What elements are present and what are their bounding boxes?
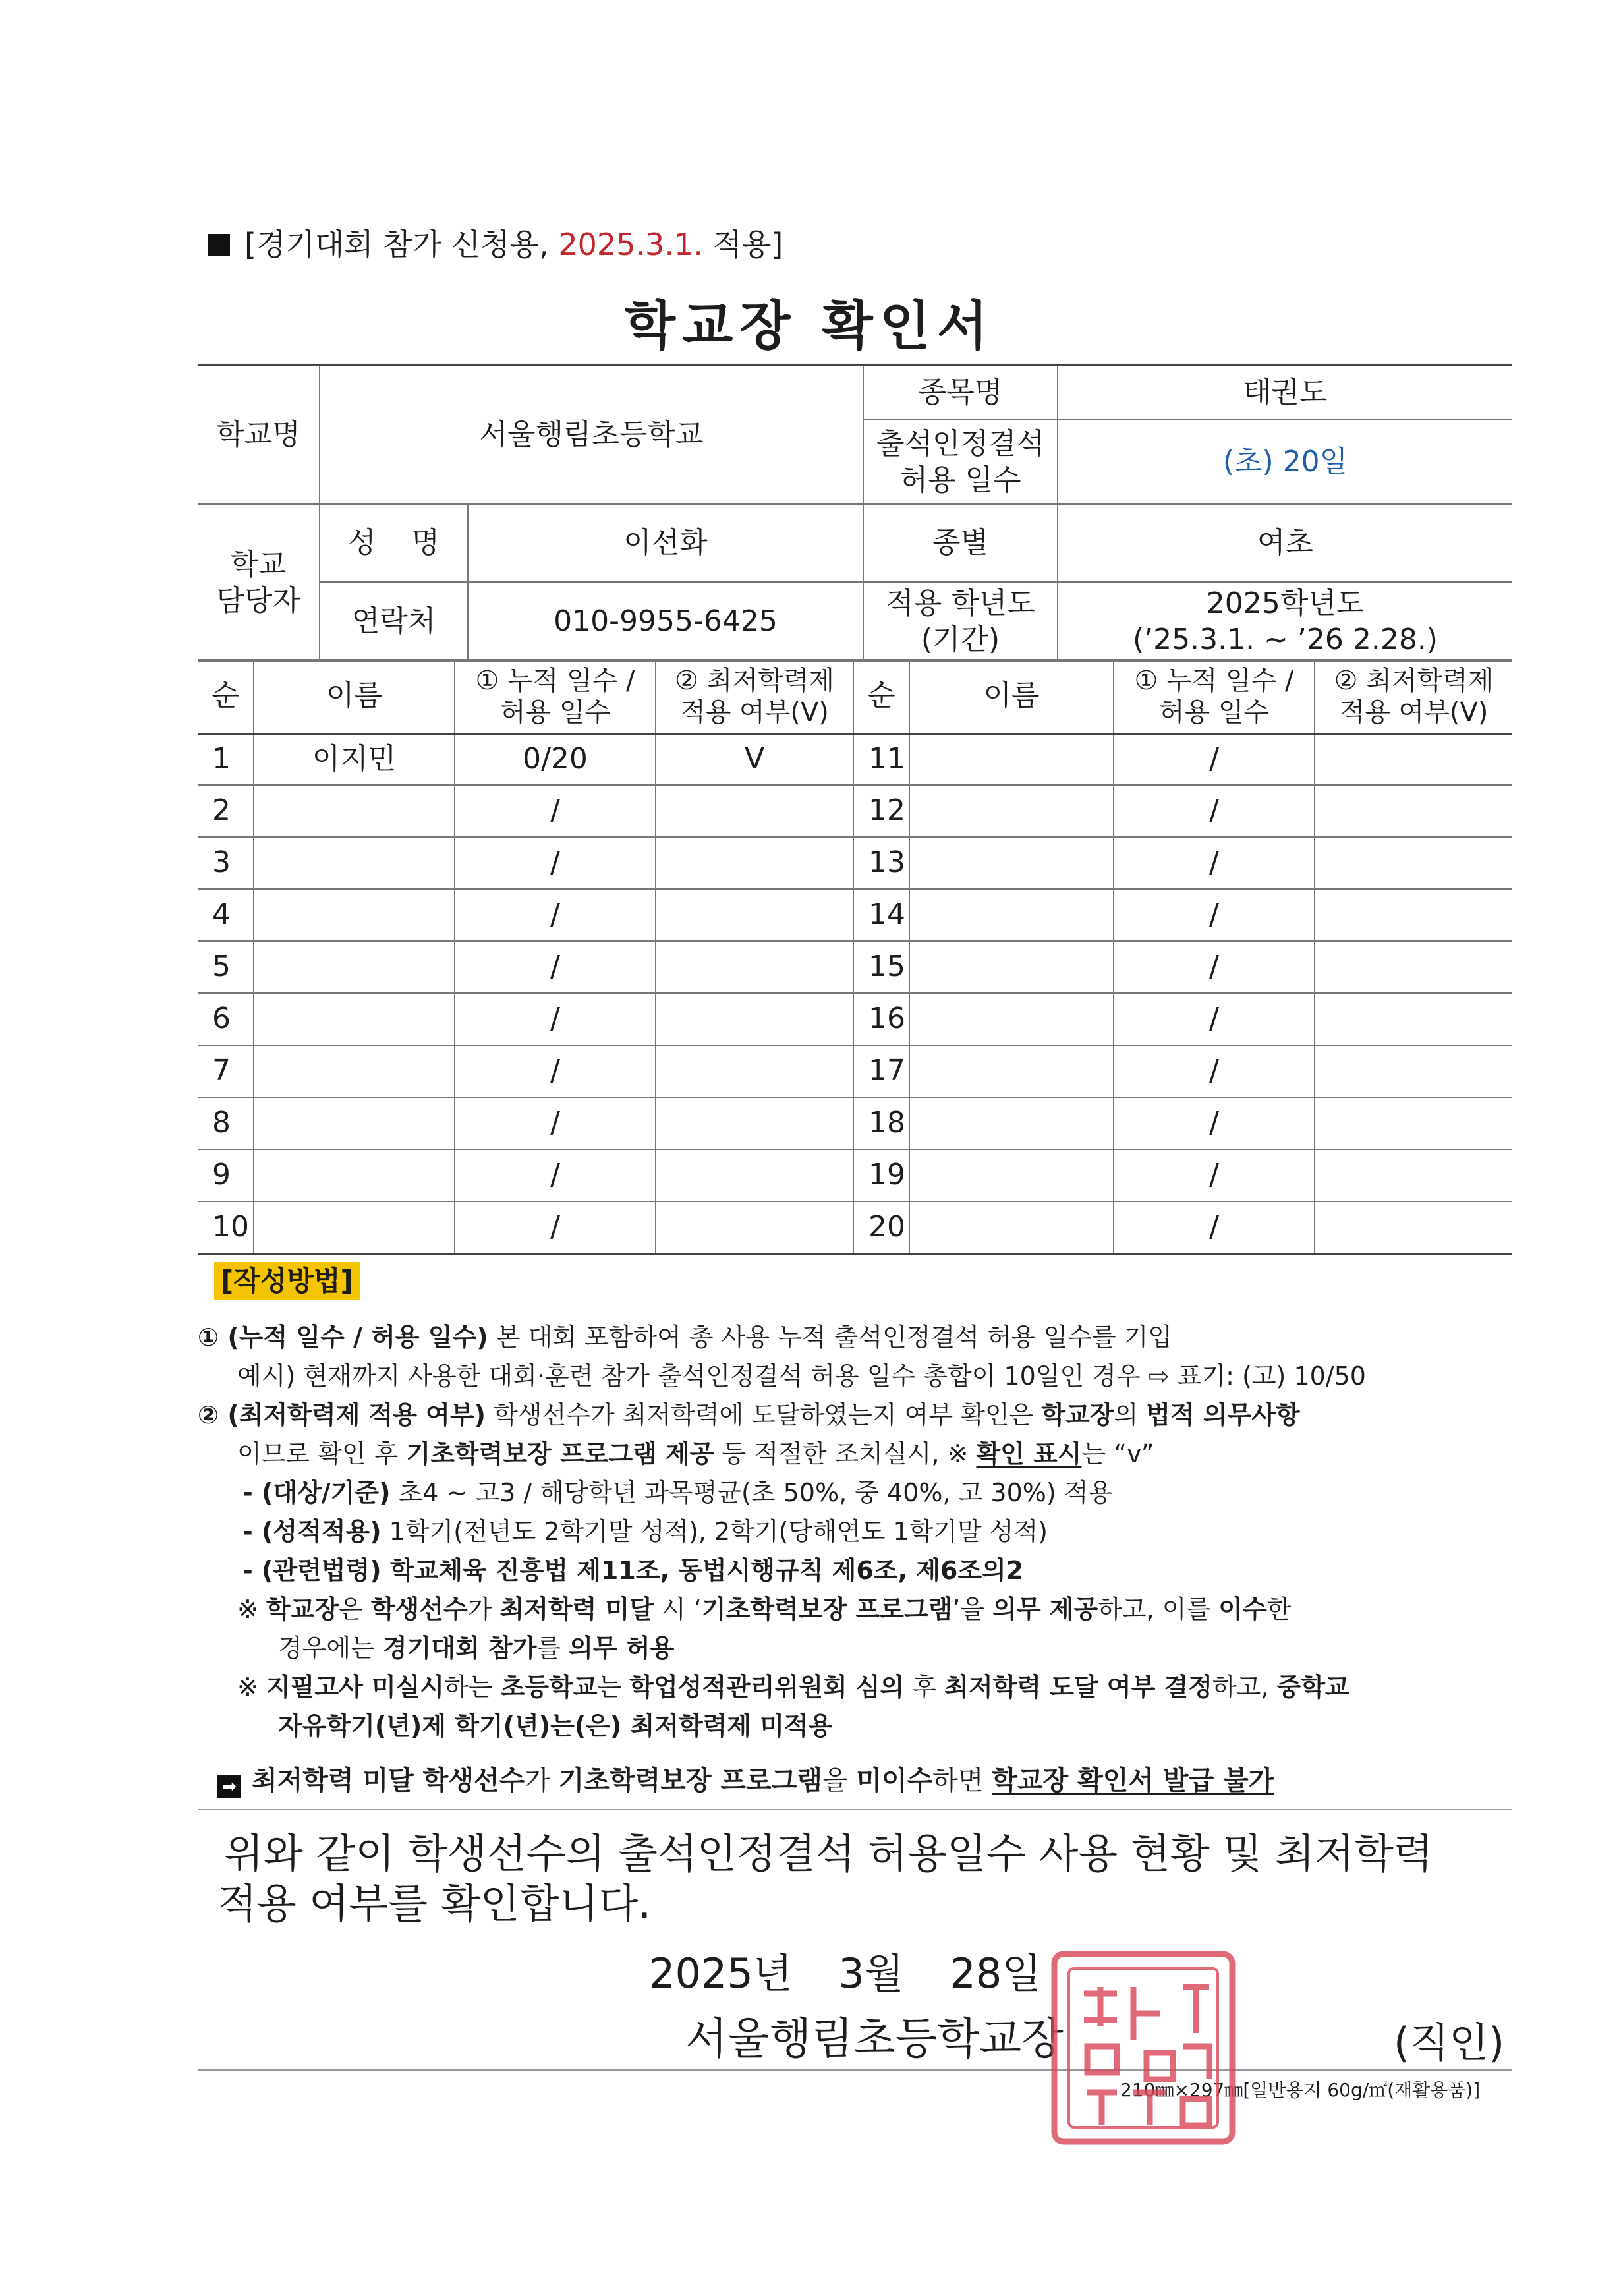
athlete-name [254, 1097, 455, 1149]
row-number: 10 [198, 1201, 254, 1253]
min-standard-check [656, 837, 853, 889]
absence-value: (초) 20일 [1058, 420, 1512, 504]
row-number: 3 [198, 837, 254, 889]
cumulative-days: / [1114, 837, 1315, 889]
sport-value: 태권도 [1058, 366, 1512, 420]
category-value: 여초 [1058, 504, 1512, 582]
min-standard-check [656, 785, 853, 837]
min-standard-check [656, 1201, 853, 1253]
cumulative-days: / [455, 993, 656, 1045]
principal-name: 서울행림초등학교장 [685, 2013, 1064, 2064]
min-standard-check [656, 1045, 853, 1097]
athlete-table [198, 659, 1512, 1255]
effective-date: 2025.3.1. [558, 227, 703, 262]
cumulative-days: / [455, 1097, 656, 1149]
note-remark-1: ※ 학교장은 학생선수가 최저학력 미달 시 ‘기초학력보장 프로그램’을 의무 제공하고, 이를 이수한 [237, 1595, 1292, 1624]
col-min: ② 최저학력제 적용 여부(V) [1315, 660, 1512, 733]
method-title: [작성방법] [214, 1262, 360, 1300]
contact-label: 연락처 [320, 582, 468, 661]
col-no: 순 [853, 660, 909, 733]
cumulative-days: / [1114, 941, 1315, 993]
table-row [198, 993, 1512, 1045]
note-law: - (관련법령) 학교체육 진흥법 제11조, 동법시행규칙 제6조, 제6조의2 [242, 1556, 1024, 1585]
note-target: - (대상/기준) 초4 ~ 고3 / 해당학년 과목평균(초 50%, 중 40%, 고 30%) 적용 [242, 1478, 1113, 1507]
row-number: 20 [853, 1201, 909, 1253]
form-usage-header: [경기대회 참가 신청용, 2025.3.1. 적용] [208, 221, 783, 264]
min-standard-check [656, 941, 853, 993]
divider [198, 2069, 1512, 2071]
col-no: 순 [198, 660, 254, 733]
row-number: 1 [198, 733, 254, 785]
school-label: 학교명 [198, 366, 320, 504]
name-value: 이선화 [468, 504, 863, 582]
athlete-name [254, 837, 455, 889]
athlete-name [254, 993, 455, 1045]
row-number: 17 [853, 1045, 909, 1097]
warning-line: ➡ 최저학력 미달 학생선수가 기초학력보장 프로그램을 미이수하면 학교장 확인서 발급 불가 [217, 1760, 1274, 1798]
cumulative-days: / [1114, 1045, 1315, 1097]
cumulative-days: / [1114, 889, 1315, 941]
cumulative-days: / [1114, 1149, 1315, 1201]
document-title: 학교장 확인서 [624, 295, 995, 357]
table-row [198, 1097, 1512, 1149]
min-standard-check [656, 1149, 853, 1201]
min-standard-check [656, 889, 853, 941]
issue-date: 2025년 3월 28일 [649, 1949, 1042, 1997]
table-row [198, 889, 1512, 941]
method-notes [198, 1318, 1512, 1746]
cumulative-days: / [1114, 1097, 1315, 1149]
row-number: 5 [198, 941, 254, 993]
sport-label: 종목명 [863, 366, 1058, 420]
black-square-icon [208, 234, 230, 256]
athlete-name [909, 1045, 1114, 1097]
min-standard-check [1315, 785, 1512, 837]
row-number: 14 [853, 889, 909, 941]
row-number: 12 [853, 785, 909, 837]
athlete-name [909, 889, 1114, 941]
min-standard-check [1315, 1097, 1512, 1149]
contact-value: 010-9955-6425 [468, 582, 863, 661]
cumulative-days: / [1114, 1201, 1315, 1253]
row-number: 8 [198, 1097, 254, 1149]
table-row [198, 1201, 1512, 1253]
row-number: 19 [853, 1149, 909, 1201]
cumulative-days: / [455, 889, 656, 941]
min-standard-check [1315, 837, 1512, 889]
min-standard-check [1315, 1149, 1512, 1201]
athlete-name [909, 733, 1114, 785]
row-number: 6 [198, 993, 254, 1045]
table-row [198, 733, 1512, 785]
col-name: 이름 [254, 660, 455, 733]
athlete-name [254, 1149, 455, 1201]
note-1-example: 예시) 현재까지 사용한 대회·훈련 참가 출석인정결석 허용 일수 총합이 10일인 경우 ⇨ 표기: (고) 10/50 [237, 1362, 1366, 1391]
official-seal-stamp [1048, 1947, 1239, 2148]
name-label: 성 명 [320, 504, 468, 582]
cumulative-days: / [455, 941, 656, 993]
row-number: 16 [853, 993, 909, 1045]
min-standard-check [1315, 941, 1512, 993]
divider [198, 1809, 1512, 1810]
athlete-name [254, 941, 455, 993]
row-number: 18 [853, 1097, 909, 1149]
min-standard-check [1315, 733, 1512, 785]
athlete-name [254, 889, 455, 941]
table-row [198, 941, 1512, 993]
cumulative-days: / [455, 1201, 656, 1253]
paper-spec: 210㎜×297㎜[일반용지 60g/㎡(재활용품)] [1120, 2079, 1481, 2101]
confirmation-text: 위와 같이 학생선수의 출석인정결석 허용일수 사용 현황 및 최저학력 적용 여부를 확인합니다. [217, 1829, 1433, 1928]
table-row [198, 785, 1512, 837]
col-days: ① 누적 일수 / 허용 일수 [455, 660, 656, 733]
table-row [198, 837, 1512, 889]
cumulative-days: 0/20 [455, 733, 656, 785]
table-row [198, 1045, 1512, 1097]
col-min: ② 최저학력제 적용 여부(V) [656, 660, 853, 733]
manager-label: 학교 담당자 [198, 504, 320, 661]
athlete-name [909, 1097, 1114, 1149]
row-number: 2 [198, 785, 254, 837]
athlete-name [254, 785, 455, 837]
year-value: 2025학년도 (’25.3.1. ~ ’26 2.28.) [1058, 582, 1512, 661]
note-remark-1-line2: 경우에는 경기대회 참가를 의무 허용 [278, 1634, 675, 1663]
cumulative-days: / [455, 1149, 656, 1201]
row-number: 13 [853, 837, 909, 889]
athlete-name [909, 1149, 1114, 1201]
min-standard-check [1315, 993, 1512, 1045]
col-days: ① 누적 일수 / 허용 일수 [1114, 660, 1315, 733]
seal-label: (직인) [1394, 2019, 1505, 2067]
athlete-name [254, 1045, 455, 1097]
arrow-box-icon: ➡ [217, 1775, 241, 1798]
cumulative-days: / [1114, 733, 1315, 785]
row-number: 4 [198, 889, 254, 941]
note-2-line2: 이므로 확인 후 기초학력보장 프로그램 제공 등 적절한 조치실시, ※ 확인 표시는 “v” [237, 1439, 1154, 1468]
athlete-name [254, 1201, 455, 1253]
min-standard-check [656, 993, 853, 1045]
col-name: 이름 [909, 660, 1114, 733]
note-grades: - (성적적용) 1학기(전년도 2학기말 성적), 2학기(당해연도 1학기말 성적) [242, 1517, 1048, 1546]
min-standard-check [1315, 1201, 1512, 1253]
athlete-name [909, 1201, 1114, 1253]
table-row [198, 1149, 1512, 1201]
athlete-name [909, 785, 1114, 837]
info-table [198, 364, 1512, 662]
athlete-table-header [198, 660, 1512, 733]
min-standard-check: V [656, 733, 853, 785]
note-1: ① (누적 일수 / 허용 일수) 본 대회 포함하여 총 사용 누적 출석인정결석 허용 일수를 기입 [198, 1323, 1173, 1352]
year-label: 적용 학년도 (기간) [863, 582, 1058, 661]
note-remark-2-line2: 자유학기(년)제 학기(년)는(은) 최저학력제 미적용 [278, 1711, 833, 1740]
note-2: ② (최저학력제 적용 여부) 학생선수가 최저학력에 도달하였는지 여부 확인은 학교장의 법적 의무사항 [198, 1400, 1300, 1429]
category-label: 종별 [863, 504, 1058, 582]
min-standard-check [1315, 1045, 1512, 1097]
school-value: 서울행림초등학교 [320, 366, 863, 504]
cumulative-days: / [1114, 785, 1315, 837]
row-number: 7 [198, 1045, 254, 1097]
min-standard-check [656, 1097, 853, 1149]
athlete-name [909, 837, 1114, 889]
row-number: 15 [853, 941, 909, 993]
athlete-name: 이지민 [254, 733, 455, 785]
row-number: 11 [853, 733, 909, 785]
min-standard-check [1315, 889, 1512, 941]
cumulative-days: / [455, 785, 656, 837]
cumulative-days: / [455, 837, 656, 889]
athlete-name [909, 941, 1114, 993]
cumulative-days: / [1114, 993, 1315, 1045]
note-remark-2: ※ 지필고사 미실시하는 초등학교는 학업성적관리위원회 심의 후 최저학력 도달 여부 결정하고, 중학교 [237, 1673, 1349, 1702]
absence-label: 출석인정결석 허용 일수 [863, 420, 1058, 504]
athlete-name [909, 993, 1114, 1045]
row-number: 9 [198, 1149, 254, 1201]
cumulative-days: / [455, 1045, 656, 1097]
